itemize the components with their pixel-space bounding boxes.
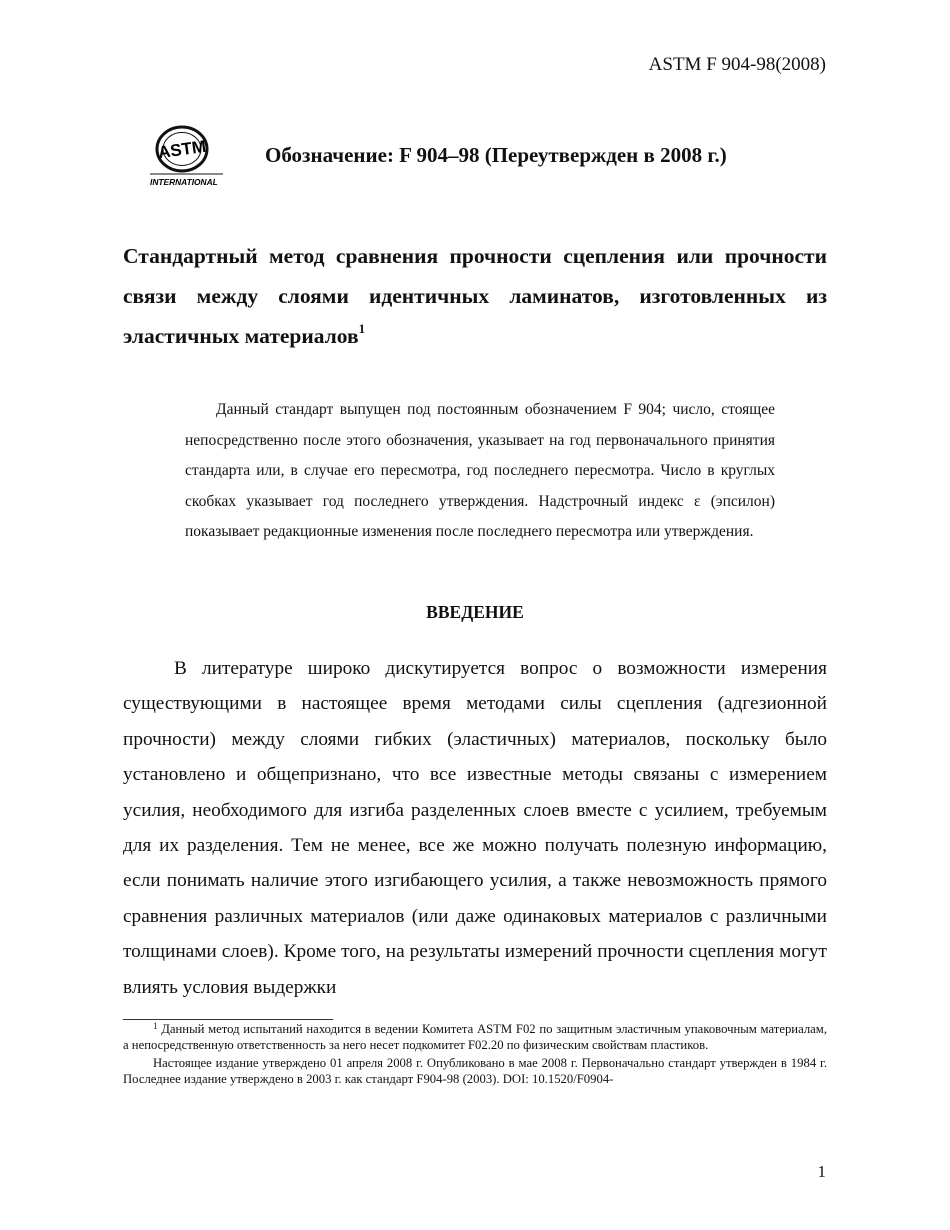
designation: Обозначение: F 904–98 (Переутвержден в 2008 г.) (265, 143, 727, 167)
astm-logo (147, 124, 229, 190)
footnote-2: Настоящее издание утверждено 01 апреля 2008 г. Опубликовано в мае 2008 г. Первоначально стандарт утвержден в 1984 г. Последнее издание утверждено в 2003 г. как стандарт F904-98 (2003). DOI: 10.1520/F0904- (123, 1056, 827, 1086)
footnote-1-mark: 1 (153, 1021, 158, 1031)
section-heading: ВВЕДЕНИЕ (426, 602, 524, 622)
footnotes (123, 1022, 827, 1090)
footnote-divider (123, 1019, 333, 1020)
standard-title (123, 236, 827, 356)
introduction-paragraph: В литературе широко дискутируется вопрос о возможности измерения существующими в настоящее время методами силы сцепления (адгезионной прочности) между слоями гибких (эластичных) материалов, поскольку было установлено и общепризнано, что все известные методы связаны с измерением усилия, необходимого для изгиба разделенных слоев вместе с усилием, требуемым для их разделения. Тем не менее, все же можно получать полезную информацию, если понимать наличие этого изгибающего усилия, а также невозможность прямого сравнения различных материалов (или даже одинаковых материалов с различными толщинами слоев). Кроме того, на результаты измерений прочности сцепления могут влиять условия выдержки (123, 658, 827, 998)
page-number: 1 (817, 1162, 826, 1181)
title-footnote-mark: 1 (358, 321, 366, 336)
footnote-1: $^1$ Данный метод испытаний находится в ведении Комитета ASTM F02 по защитным эластичным упаковочным материалам, а непосредственную ответственность за него несет подкомитет F02.20 по физическим свойствам пластиков. (123, 1021, 827, 1052)
logo-subtitle: INTERNATIONAL (150, 177, 218, 187)
standard-notice: Данный стандарт выпущен под постоянным обозначением F 904; число, стоящее непосредственно после этого обозначения, указывает на год первоначального принятия стандарта или, в случае его пересмотра, год последнего пересмотра. Число в круглых скобках указывает год последнего утверждения. Надстрочный индекс ε (эпсилон) показывает редакционные изменения после последнего пересмотра или утверждения. (185, 401, 775, 541)
title-text: Стандартный метод сравнения прочности сцепления или прочности связи между слоями идентичных ламинатов, изготовленных из эластичных материалов (123, 244, 827, 348)
document-reference: ASTM F 904-98(2008) (648, 54, 826, 75)
logo-wordmark: ASTM (156, 136, 208, 163)
